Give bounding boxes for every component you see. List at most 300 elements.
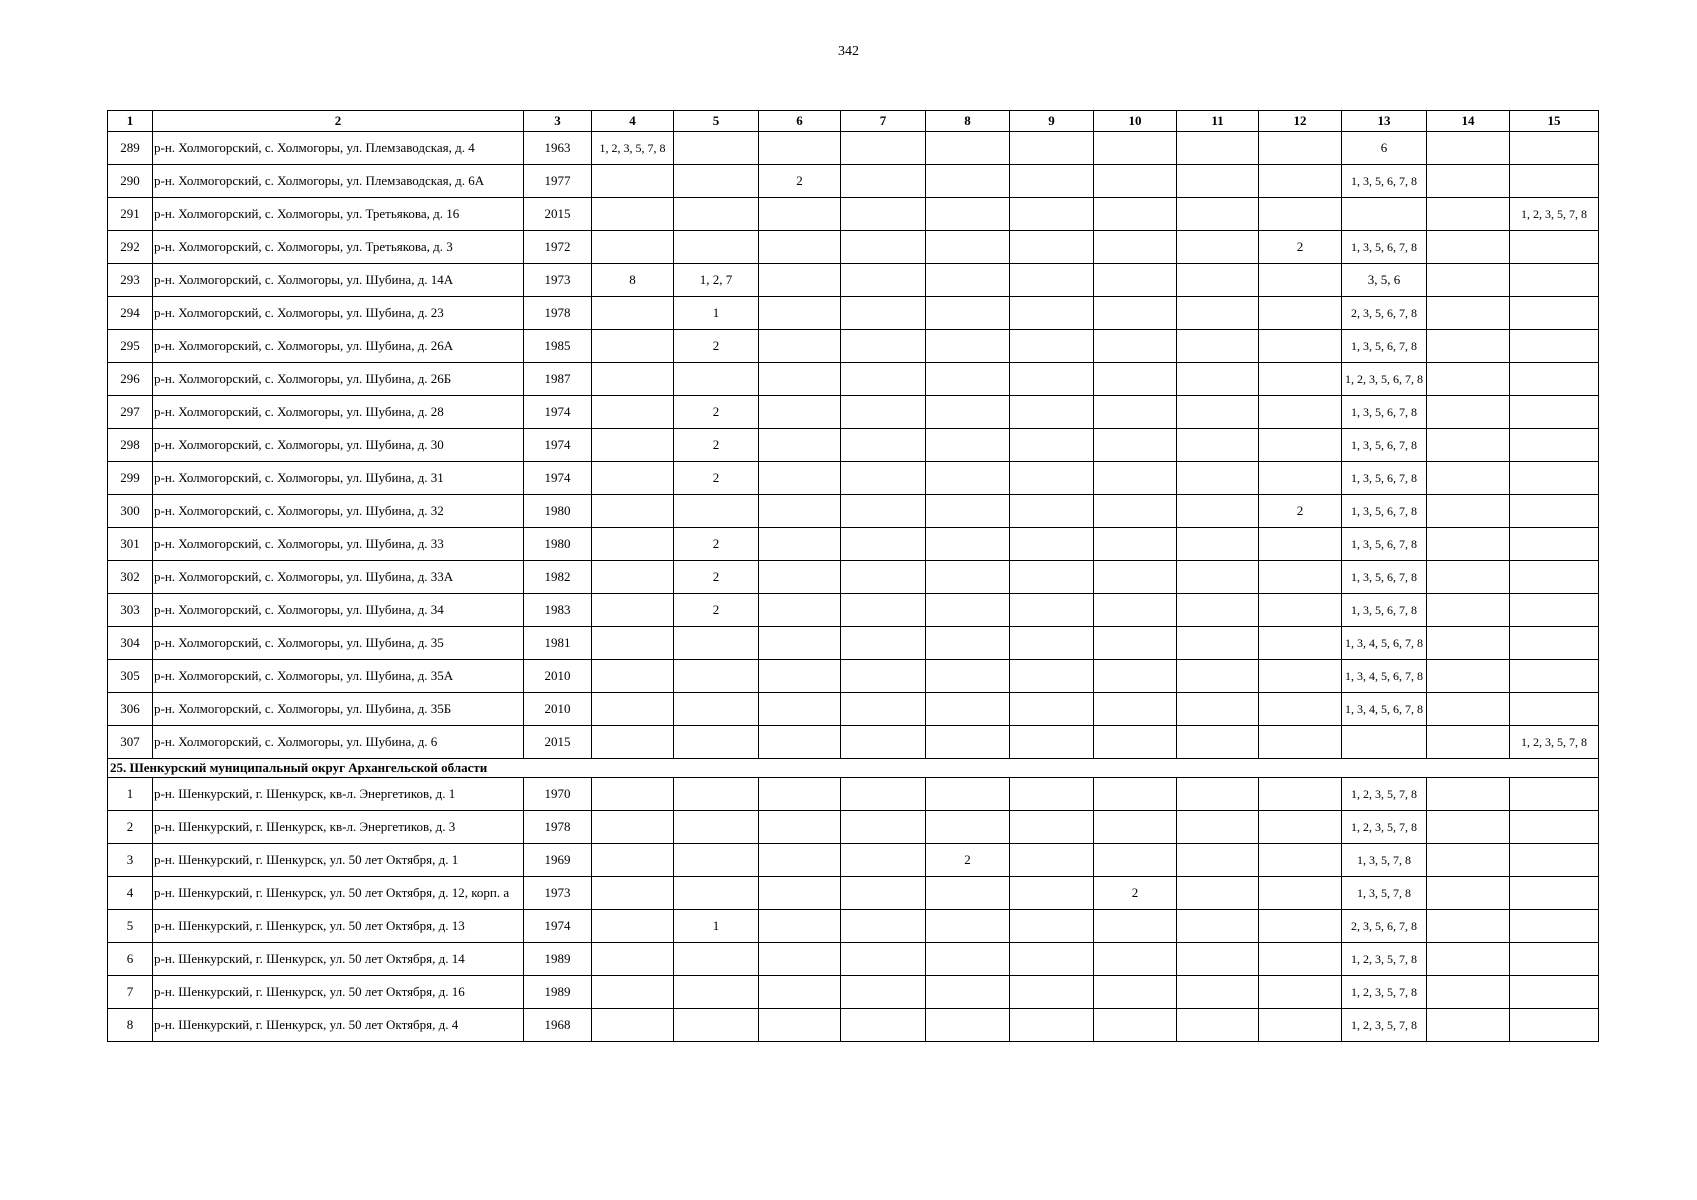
column-11-cell — [1177, 264, 1259, 297]
column-12-cell — [1259, 844, 1342, 877]
column-5-cell — [674, 198, 759, 231]
address-cell: р-н. Холмогорский, с. Холмогоры, ул. Шубина, д. 31 — [153, 462, 524, 495]
column-15-cell — [1510, 561, 1599, 594]
address-cell: р-н. Холмогорский, с. Холмогоры, ул. Шубина, д. 14А — [153, 264, 524, 297]
column-5-cell: 2 — [674, 561, 759, 594]
column-14-cell — [1427, 778, 1510, 811]
row-number-cell: 297 — [108, 396, 153, 429]
column-4-cell — [592, 462, 674, 495]
year-cell: 1989 — [524, 976, 592, 1009]
column-14-cell — [1427, 528, 1510, 561]
column-7-cell — [841, 561, 926, 594]
column-8-cell — [926, 363, 1010, 396]
column-13-cell: 6 — [1342, 132, 1427, 165]
column-7-cell — [841, 693, 926, 726]
column-7-cell — [841, 429, 926, 462]
year-cell: 1969 — [524, 844, 592, 877]
column-13-cell: 1, 3, 4, 5, 6, 7, 8 — [1342, 627, 1427, 660]
column-7-cell — [841, 594, 926, 627]
row-number-cell: 6 — [108, 943, 153, 976]
column-15-cell — [1510, 528, 1599, 561]
row-number-cell: 1 — [108, 778, 153, 811]
column-15-cell — [1510, 363, 1599, 396]
column-6-cell — [759, 396, 841, 429]
column-header: 11 — [1177, 111, 1259, 132]
column-15-cell — [1510, 778, 1599, 811]
column-11-cell — [1177, 198, 1259, 231]
address-cell: р-н. Шенкурский, г. Шенкурск, ул. 50 лет Октября, д. 16 — [153, 976, 524, 1009]
row-number-cell: 2 — [108, 811, 153, 844]
column-15-cell — [1510, 132, 1599, 165]
address-cell: р-н. Холмогорский, с. Холмогоры, ул. Шубина, д. 35Б — [153, 693, 524, 726]
column-4-cell — [592, 943, 674, 976]
column-4-cell — [592, 165, 674, 198]
address-cell: р-н. Холмогорский, с. Холмогоры, ул. Шубина, д. 26А — [153, 330, 524, 363]
column-14-cell — [1427, 132, 1510, 165]
column-11-cell — [1177, 627, 1259, 660]
column-15-cell — [1510, 943, 1599, 976]
column-12-cell: 2 — [1259, 231, 1342, 264]
column-8-cell — [926, 528, 1010, 561]
column-9-cell — [1010, 132, 1094, 165]
column-7-cell — [841, 528, 926, 561]
column-12-cell — [1259, 726, 1342, 759]
column-11-cell — [1177, 231, 1259, 264]
column-8-cell — [926, 429, 1010, 462]
year-cell: 1981 — [524, 627, 592, 660]
address-cell: р-н. Холмогорский, с. Холмогоры, ул. Шубина, д. 32 — [153, 495, 524, 528]
column-15-cell — [1510, 811, 1599, 844]
column-13-cell: 1, 2, 3, 5, 7, 8 — [1342, 778, 1427, 811]
column-6-cell — [759, 429, 841, 462]
column-12-cell — [1259, 1009, 1342, 1042]
row-number-cell: 7 — [108, 976, 153, 1009]
column-9-cell — [1010, 693, 1094, 726]
header-row — [108, 111, 1599, 132]
table-row — [108, 660, 1599, 693]
column-header: 15 — [1510, 111, 1599, 132]
year-cell: 1985 — [524, 330, 592, 363]
column-5-cell — [674, 231, 759, 264]
column-13-cell: 1, 3, 5, 6, 7, 8 — [1342, 429, 1427, 462]
column-4-cell — [592, 976, 674, 1009]
column-9-cell — [1010, 495, 1094, 528]
column-14-cell — [1427, 943, 1510, 976]
column-4-cell — [592, 877, 674, 910]
address-cell: р-н. Шенкурский, г. Шенкурск, ул. 50 лет Октября, д. 14 — [153, 943, 524, 976]
row-number-cell: 296 — [108, 363, 153, 396]
address-cell: р-н. Холмогорский, с. Холмогоры, ул. Шубина, д. 23 — [153, 297, 524, 330]
year-cell: 1974 — [524, 910, 592, 943]
column-header: 5 — [674, 111, 759, 132]
column-6-cell — [759, 330, 841, 363]
column-15-cell — [1510, 231, 1599, 264]
column-header: 6 — [759, 111, 841, 132]
column-8-cell — [926, 396, 1010, 429]
column-5-cell — [674, 495, 759, 528]
column-11-cell — [1177, 844, 1259, 877]
column-14-cell — [1427, 495, 1510, 528]
address-cell: р-н. Холмогорский, с. Холмогоры, ул. Шубина, д. 30 — [153, 429, 524, 462]
column-12-cell — [1259, 297, 1342, 330]
table-row — [108, 778, 1599, 811]
table-row — [108, 429, 1599, 462]
column-6-cell — [759, 844, 841, 877]
column-15-cell — [1510, 297, 1599, 330]
column-6-cell — [759, 132, 841, 165]
column-14-cell — [1427, 561, 1510, 594]
table-row — [108, 165, 1599, 198]
year-cell: 1973 — [524, 264, 592, 297]
column-6-cell — [759, 910, 841, 943]
column-9-cell — [1010, 297, 1094, 330]
column-12-cell — [1259, 165, 1342, 198]
row-number-cell: 307 — [108, 726, 153, 759]
table-row — [108, 264, 1599, 297]
column-15-cell — [1510, 429, 1599, 462]
column-4-cell — [592, 231, 674, 264]
column-11-cell — [1177, 528, 1259, 561]
column-7-cell — [841, 811, 926, 844]
column-15-cell — [1510, 462, 1599, 495]
table-row — [108, 330, 1599, 363]
column-4-cell — [592, 297, 674, 330]
column-13-cell: 1, 2, 3, 5, 7, 8 — [1342, 1009, 1427, 1042]
column-12-cell — [1259, 363, 1342, 396]
column-8-cell — [926, 231, 1010, 264]
column-11-cell — [1177, 1009, 1259, 1042]
column-14-cell — [1427, 264, 1510, 297]
column-10-cell — [1094, 231, 1177, 264]
column-9-cell — [1010, 198, 1094, 231]
column-13-cell: 1, 2, 3, 5, 7, 8 — [1342, 943, 1427, 976]
column-11-cell — [1177, 660, 1259, 693]
column-5-cell — [674, 165, 759, 198]
column-11-cell — [1177, 976, 1259, 1009]
column-7-cell — [841, 330, 926, 363]
column-14-cell — [1427, 976, 1510, 1009]
column-14-cell — [1427, 844, 1510, 877]
column-13-cell: 1, 3, 5, 6, 7, 8 — [1342, 165, 1427, 198]
year-cell: 1978 — [524, 811, 592, 844]
column-header: 13 — [1342, 111, 1427, 132]
column-9-cell — [1010, 726, 1094, 759]
row-number-cell: 3 — [108, 844, 153, 877]
column-6-cell — [759, 778, 841, 811]
column-10-cell — [1094, 561, 1177, 594]
column-5-cell — [674, 660, 759, 693]
row-number-cell: 4 — [108, 877, 153, 910]
row-number-cell: 301 — [108, 528, 153, 561]
year-cell: 1983 — [524, 594, 592, 627]
row-number-cell: 292 — [108, 231, 153, 264]
column-11-cell — [1177, 363, 1259, 396]
column-13-cell: 1, 2, 3, 5, 7, 8 — [1342, 811, 1427, 844]
year-cell: 2015 — [524, 726, 592, 759]
row-number-cell: 8 — [108, 1009, 153, 1042]
column-15-cell — [1510, 660, 1599, 693]
year-cell: 1968 — [524, 1009, 592, 1042]
year-cell: 1977 — [524, 165, 592, 198]
column-8-cell — [926, 1009, 1010, 1042]
year-cell: 1970 — [524, 778, 592, 811]
column-5-cell: 2 — [674, 528, 759, 561]
column-14-cell — [1427, 165, 1510, 198]
column-6-cell — [759, 198, 841, 231]
column-9-cell — [1010, 778, 1094, 811]
column-6-cell — [759, 726, 841, 759]
year-cell: 1974 — [524, 396, 592, 429]
column-9-cell — [1010, 1009, 1094, 1042]
column-10-cell — [1094, 660, 1177, 693]
column-8-cell — [926, 693, 1010, 726]
column-header: 2 — [153, 111, 524, 132]
column-9-cell — [1010, 330, 1094, 363]
column-10-cell — [1094, 330, 1177, 363]
address-cell: р-н. Шенкурский, г. Шенкурск, кв-л. Энергетиков, д. 3 — [153, 811, 524, 844]
column-13-cell: 1, 3, 5, 6, 7, 8 — [1342, 528, 1427, 561]
column-14-cell — [1427, 396, 1510, 429]
column-9-cell — [1010, 429, 1094, 462]
column-5-cell — [674, 778, 759, 811]
column-9-cell — [1010, 811, 1094, 844]
column-header: 8 — [926, 111, 1010, 132]
column-5-cell — [674, 693, 759, 726]
column-13-cell: 1, 3, 5, 6, 7, 8 — [1342, 462, 1427, 495]
column-10-cell — [1094, 297, 1177, 330]
table-row — [108, 1009, 1599, 1042]
column-11-cell — [1177, 396, 1259, 429]
table-row — [108, 627, 1599, 660]
column-13-cell — [1342, 726, 1427, 759]
column-11-cell — [1177, 811, 1259, 844]
column-14-cell — [1427, 877, 1510, 910]
table-row — [108, 976, 1599, 1009]
column-4-cell — [592, 198, 674, 231]
table-row — [108, 132, 1599, 165]
column-10-cell — [1094, 943, 1177, 976]
column-10-cell — [1094, 726, 1177, 759]
row-number-cell: 299 — [108, 462, 153, 495]
column-13-cell: 3, 5, 6 — [1342, 264, 1427, 297]
column-7-cell — [841, 264, 926, 297]
column-5-cell: 2 — [674, 429, 759, 462]
table-row — [108, 910, 1599, 943]
row-number-cell: 306 — [108, 693, 153, 726]
column-12-cell — [1259, 811, 1342, 844]
column-11-cell — [1177, 132, 1259, 165]
column-12-cell — [1259, 778, 1342, 811]
column-6-cell — [759, 693, 841, 726]
column-11-cell — [1177, 910, 1259, 943]
column-13-cell: 1, 3, 4, 5, 6, 7, 8 — [1342, 660, 1427, 693]
address-cell: р-н. Холмогорский, с. Холмогоры, ул. Шубина, д. 33 — [153, 528, 524, 561]
column-6-cell — [759, 462, 841, 495]
row-number-cell: 294 — [108, 297, 153, 330]
address-cell: р-н. Холмогорский, с. Холмогоры, ул. Шубина, д. 34 — [153, 594, 524, 627]
column-8-cell — [926, 132, 1010, 165]
table-row — [108, 811, 1599, 844]
row-number-cell: 295 — [108, 330, 153, 363]
column-7-cell — [841, 660, 926, 693]
year-cell: 1989 — [524, 943, 592, 976]
column-6-cell — [759, 297, 841, 330]
table-row — [108, 561, 1599, 594]
section-heading: 25. Шенкурский муниципальный округ Архангельской области — [108, 759, 1599, 778]
column-8-cell — [926, 976, 1010, 1009]
column-11-cell — [1177, 877, 1259, 910]
column-5-cell: 1 — [674, 910, 759, 943]
column-8-cell — [926, 264, 1010, 297]
column-7-cell — [841, 976, 926, 1009]
column-10-cell — [1094, 462, 1177, 495]
column-header: 7 — [841, 111, 926, 132]
column-7-cell — [841, 910, 926, 943]
column-12-cell: 2 — [1259, 495, 1342, 528]
column-10-cell — [1094, 396, 1177, 429]
address-cell: р-н. Шенкурский, г. Шенкурск, ул. 50 лет Октября, д. 13 — [153, 910, 524, 943]
table-row — [108, 396, 1599, 429]
column-12-cell — [1259, 627, 1342, 660]
row-number-cell: 5 — [108, 910, 153, 943]
year-cell: 1963 — [524, 132, 592, 165]
column-5-cell — [674, 943, 759, 976]
column-15-cell — [1510, 844, 1599, 877]
column-6-cell — [759, 363, 841, 396]
column-8-cell — [926, 198, 1010, 231]
column-9-cell — [1010, 528, 1094, 561]
column-14-cell — [1427, 462, 1510, 495]
column-14-cell — [1427, 811, 1510, 844]
column-5-cell: 2 — [674, 462, 759, 495]
column-14-cell — [1427, 594, 1510, 627]
column-4-cell: 8 — [592, 264, 674, 297]
column-15-cell — [1510, 693, 1599, 726]
column-10-cell — [1094, 910, 1177, 943]
year-cell: 1978 — [524, 297, 592, 330]
column-5-cell: 1 — [674, 297, 759, 330]
column-9-cell — [1010, 877, 1094, 910]
address-cell: р-н. Холмогорский, с. Холмогоры, ул. Племзаводская, д. 4 — [153, 132, 524, 165]
column-14-cell — [1427, 627, 1510, 660]
table-row — [108, 528, 1599, 561]
column-4-cell — [592, 561, 674, 594]
column-9-cell — [1010, 976, 1094, 1009]
table-row — [108, 231, 1599, 264]
column-8-cell — [926, 627, 1010, 660]
column-9-cell — [1010, 844, 1094, 877]
column-11-cell — [1177, 429, 1259, 462]
column-header: 14 — [1427, 111, 1510, 132]
column-4-cell — [592, 363, 674, 396]
column-5-cell — [674, 363, 759, 396]
column-4-cell: 1, 2, 3, 5, 7, 8 — [592, 132, 674, 165]
column-header: 10 — [1094, 111, 1177, 132]
column-6-cell — [759, 660, 841, 693]
column-4-cell — [592, 594, 674, 627]
row-number-cell: 290 — [108, 165, 153, 198]
column-4-cell — [592, 778, 674, 811]
column-5-cell — [674, 627, 759, 660]
address-cell: р-н. Холмогорский, с. Холмогоры, ул. Шубина, д. 33А — [153, 561, 524, 594]
row-number-cell: 304 — [108, 627, 153, 660]
address-cell: р-н. Холмогорский, с. Холмогоры, ул. Шубина, д. 35 — [153, 627, 524, 660]
column-10-cell — [1094, 1009, 1177, 1042]
address-cell: р-н. Холмогорский, с. Холмогоры, ул. Шубина, д. 28 — [153, 396, 524, 429]
column-13-cell: 1, 3, 5, 6, 7, 8 — [1342, 594, 1427, 627]
column-10-cell — [1094, 627, 1177, 660]
column-5-cell — [674, 877, 759, 910]
column-12-cell — [1259, 877, 1342, 910]
column-header: 9 — [1010, 111, 1094, 132]
column-6-cell — [759, 811, 841, 844]
column-9-cell — [1010, 943, 1094, 976]
table-row — [108, 462, 1599, 495]
column-11-cell — [1177, 594, 1259, 627]
address-cell: р-н. Шенкурский, г. Шенкурск, ул. 50 лет Октября, д. 4 — [153, 1009, 524, 1042]
column-8-cell — [926, 297, 1010, 330]
column-10-cell — [1094, 976, 1177, 1009]
table-row — [108, 363, 1599, 396]
address-cell: р-н. Холмогорский, с. Холмогоры, ул. Шубина, д. 26Б — [153, 363, 524, 396]
column-5-cell: 2 — [674, 330, 759, 363]
column-8-cell — [926, 811, 1010, 844]
column-8-cell — [926, 165, 1010, 198]
column-8-cell — [926, 778, 1010, 811]
column-15-cell — [1510, 330, 1599, 363]
column-15-cell: 1, 2, 3, 5, 7, 8 — [1510, 198, 1599, 231]
column-6-cell — [759, 495, 841, 528]
column-14-cell — [1427, 363, 1510, 396]
column-9-cell — [1010, 264, 1094, 297]
column-5-cell: 2 — [674, 396, 759, 429]
column-10-cell — [1094, 264, 1177, 297]
year-cell: 1980 — [524, 495, 592, 528]
column-7-cell — [841, 495, 926, 528]
column-12-cell — [1259, 528, 1342, 561]
column-15-cell — [1510, 165, 1599, 198]
column-13-cell: 1, 2, 3, 5, 6, 7, 8 — [1342, 363, 1427, 396]
column-6-cell — [759, 627, 841, 660]
column-12-cell — [1259, 462, 1342, 495]
row-number-cell: 291 — [108, 198, 153, 231]
column-4-cell — [592, 844, 674, 877]
column-4-cell — [592, 528, 674, 561]
column-11-cell — [1177, 561, 1259, 594]
column-15-cell: 1, 2, 3, 5, 7, 8 — [1510, 726, 1599, 759]
column-8-cell — [926, 943, 1010, 976]
year-cell: 2010 — [524, 660, 592, 693]
column-10-cell — [1094, 693, 1177, 726]
column-14-cell — [1427, 297, 1510, 330]
page-number: 342 — [838, 44, 859, 59]
table-row — [108, 943, 1599, 976]
year-cell: 2010 — [524, 693, 592, 726]
column-13-cell: 1, 3, 5, 7, 8 — [1342, 844, 1427, 877]
column-4-cell — [592, 910, 674, 943]
column-12-cell — [1259, 693, 1342, 726]
address-cell: р-н. Шенкурский, г. Шенкурск, ул. 50 лет Октября, д. 12, корп. а — [153, 877, 524, 910]
column-6-cell — [759, 877, 841, 910]
column-7-cell — [841, 363, 926, 396]
column-14-cell — [1427, 429, 1510, 462]
year-cell: 1973 — [524, 877, 592, 910]
table-row — [108, 693, 1599, 726]
year-cell: 1982 — [524, 561, 592, 594]
column-10-cell — [1094, 495, 1177, 528]
column-13-cell: 1, 3, 5, 6, 7, 8 — [1342, 330, 1427, 363]
column-4-cell — [592, 627, 674, 660]
